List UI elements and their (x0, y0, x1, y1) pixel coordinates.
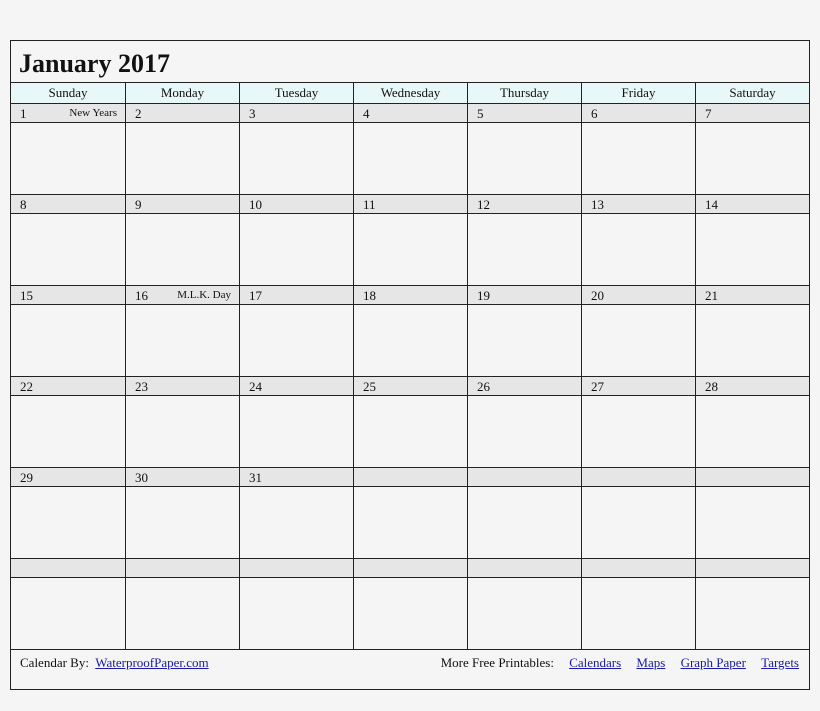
calendar (10, 40, 810, 690)
day-notes-cell (239, 396, 353, 468)
day-notes-cell (581, 396, 695, 468)
day-notes-cell (353, 305, 467, 377)
date-cell (239, 377, 353, 396)
link-calendars[interactable]: Calendars (569, 655, 622, 670)
weeks-grid (11, 104, 809, 650)
date-number: 7 (705, 106, 712, 121)
week-date-row (11, 468, 809, 487)
day-notes-cell (353, 214, 467, 286)
date-number: 22 (20, 379, 33, 394)
week-body-row (11, 396, 809, 468)
day-notes-cell (125, 214, 239, 286)
date-number: 21 (705, 288, 718, 303)
day-notes-cell (125, 123, 239, 195)
date-cell (239, 468, 353, 487)
weekday-tuesday: Tuesday (239, 83, 353, 103)
week-body-row (11, 578, 809, 650)
date-number: 4 (363, 106, 370, 121)
week-date-row (11, 195, 809, 214)
day-notes-cell (11, 305, 125, 377)
date-cell (11, 104, 125, 123)
printables-links (441, 655, 799, 671)
link-targets[interactable]: Targets (761, 655, 799, 670)
date-number: 10 (249, 197, 262, 212)
date-cell (581, 104, 695, 123)
date-cell (239, 286, 353, 305)
day-notes-cell (11, 396, 125, 468)
date-cell (353, 286, 467, 305)
day-notes-cell (695, 214, 809, 286)
date-cell (239, 195, 353, 214)
weekday-saturday: Saturday (695, 83, 809, 103)
day-notes-cell (239, 487, 353, 559)
date-number: 20 (591, 288, 604, 303)
day-notes-cell (695, 305, 809, 377)
week-date-row (11, 559, 809, 578)
date-number: 18 (363, 288, 376, 303)
date-cell (581, 286, 695, 305)
day-notes-cell (239, 305, 353, 377)
date-cell (353, 468, 467, 487)
title-row (11, 41, 809, 83)
day-notes-cell (239, 578, 353, 650)
link-graph-paper[interactable]: Graph Paper (680, 655, 746, 670)
date-number: 2 (135, 106, 142, 121)
date-cell (581, 468, 695, 487)
date-number: 27 (591, 379, 604, 394)
day-notes-cell (353, 123, 467, 195)
date-number: 17 (249, 288, 262, 303)
date-cell (581, 377, 695, 396)
week-date-row (11, 286, 809, 305)
date-cell (467, 286, 581, 305)
date-cell (695, 195, 809, 214)
week-date-row (11, 377, 809, 396)
date-number: 23 (135, 379, 148, 394)
date-cell (467, 468, 581, 487)
day-notes-cell (695, 578, 809, 650)
more-label: More Free Printables: (440, 655, 554, 670)
date-cell (125, 195, 239, 214)
day-notes-cell (467, 123, 581, 195)
day-notes-cell (239, 214, 353, 286)
day-notes-cell (581, 578, 695, 650)
date-cell (239, 104, 353, 123)
day-notes-cell (467, 396, 581, 468)
date-cell (11, 377, 125, 396)
day-notes-cell (239, 123, 353, 195)
day-notes-cell (125, 487, 239, 559)
date-cell (125, 559, 239, 578)
calendar-title: January 2017 (19, 48, 170, 78)
day-notes-cell (125, 305, 239, 377)
day-notes-cell (581, 123, 695, 195)
date-number: 24 (249, 379, 262, 394)
day-notes-cell (353, 396, 467, 468)
day-notes-cell (467, 305, 581, 377)
day-notes-cell (353, 487, 467, 559)
date-number: 11 (363, 197, 376, 212)
day-notes-cell (467, 578, 581, 650)
date-number: 5 (477, 106, 484, 121)
date-cell (125, 104, 239, 123)
day-notes-cell (695, 396, 809, 468)
date-cell (353, 377, 467, 396)
date-number: 16 (135, 288, 148, 303)
date-cell (353, 104, 467, 123)
week-body-row (11, 305, 809, 377)
holiday-label: M.L.K. Day (177, 289, 231, 301)
credit-label: Calendar By: (20, 655, 89, 670)
date-cell (695, 377, 809, 396)
day-notes-cell (581, 487, 695, 559)
date-cell (581, 195, 695, 214)
date-number: 8 (20, 197, 27, 212)
date-number: 6 (591, 106, 598, 121)
date-cell (125, 286, 239, 305)
week-body-row (11, 487, 809, 559)
date-number: 25 (363, 379, 376, 394)
date-cell (239, 559, 353, 578)
day-notes-cell (125, 578, 239, 650)
weekday-thursday: Thursday (467, 83, 581, 103)
weekday-sunday: Sunday (48, 85, 88, 100)
day-notes-cell (11, 487, 125, 559)
date-cell (11, 559, 125, 578)
date-cell (695, 286, 809, 305)
date-number: 13 (591, 197, 604, 212)
day-notes-cell (125, 396, 239, 468)
date-cell (125, 468, 239, 487)
day-notes-cell (581, 214, 695, 286)
date-number: 30 (135, 470, 148, 485)
day-notes-cell (695, 487, 809, 559)
weekday-wednesday: Wednesday (353, 83, 467, 103)
day-notes-cell (695, 123, 809, 195)
date-cell (11, 286, 125, 305)
date-number: 28 (705, 379, 718, 394)
day-notes-cell (581, 305, 695, 377)
date-cell (581, 559, 695, 578)
date-cell (467, 559, 581, 578)
weekday-monday: Monday (125, 83, 239, 103)
date-cell (695, 559, 809, 578)
date-cell (467, 104, 581, 123)
date-number: 9 (135, 197, 142, 212)
day-notes-cell (353, 578, 467, 650)
date-cell (11, 468, 125, 487)
link-maps[interactable]: Maps (636, 655, 666, 670)
date-number: 12 (477, 197, 490, 212)
date-cell (11, 195, 125, 214)
date-cell (695, 104, 809, 123)
date-number: 1 (20, 106, 27, 121)
day-notes-cell (11, 578, 125, 650)
holiday-label: New Years (69, 107, 117, 119)
day-notes-cell (11, 123, 125, 195)
date-number: 14 (705, 197, 718, 212)
date-cell (695, 468, 809, 487)
credit (20, 655, 209, 671)
date-cell (467, 377, 581, 396)
date-cell (467, 195, 581, 214)
day-notes-cell (467, 214, 581, 286)
date-cell (125, 377, 239, 396)
date-cell (353, 195, 467, 214)
date-number: 29 (20, 470, 33, 485)
date-number: 3 (249, 106, 256, 121)
date-number: 31 (249, 470, 262, 485)
date-number: 15 (20, 288, 33, 303)
credit-link[interactable]: WaterproofPaper.com (95, 655, 209, 670)
day-notes-cell (11, 214, 125, 286)
week-body-row (11, 123, 809, 195)
footer (11, 650, 809, 676)
date-number: 26 (477, 379, 490, 394)
date-cell (353, 559, 467, 578)
weekday-friday: Friday (581, 83, 695, 103)
week-body-row (11, 214, 809, 286)
date-number: 19 (477, 288, 490, 303)
week-date-row (11, 104, 809, 123)
day-notes-cell (467, 487, 581, 559)
weekday-header (11, 83, 809, 104)
